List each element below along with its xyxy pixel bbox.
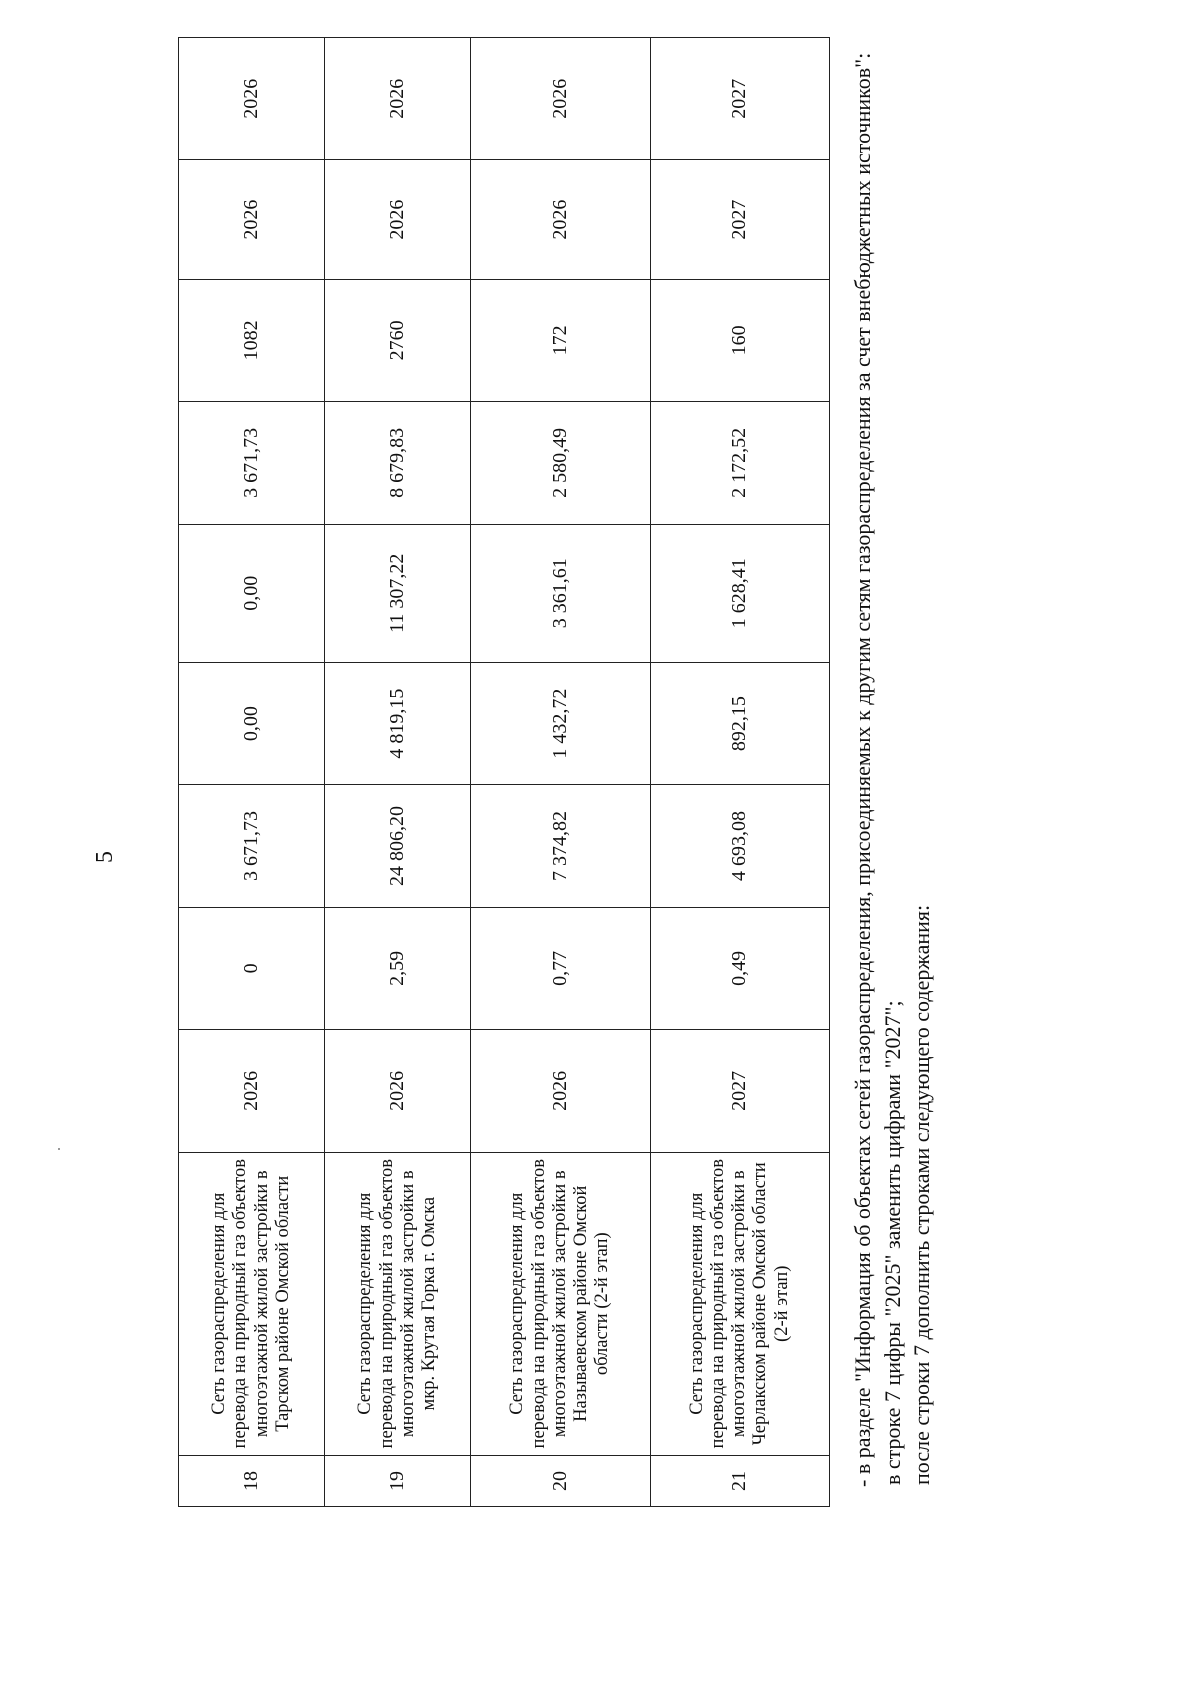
- year-cell: 2026: [471, 38, 650, 161]
- year-cell: 2026: [179, 160, 325, 279]
- year-cell: 2026: [179, 1030, 325, 1152]
- row-number: 21: [650, 1455, 829, 1506]
- row-number: 20: [471, 1455, 650, 1506]
- year-cell: 2027: [650, 38, 829, 161]
- object-name: Сеть газораспределения для перевода на природный газ объектов многоэтажной жилой застройки в Черлакском районе Омской области (2-й этап): [650, 1152, 829, 1455]
- value-cell: 0,49: [650, 907, 829, 1029]
- value-cell: 2 172,52: [650, 402, 829, 524]
- note-replace-digits: в строке 7 цифры "2025" заменить цифрами "2027";: [879, 1000, 905, 1485]
- value-cell: 7 374,82: [471, 785, 650, 907]
- value-cell: 0: [179, 907, 325, 1029]
- value-cell: 11 307,22: [325, 524, 471, 662]
- row-number: 18: [179, 1455, 325, 1506]
- year-cell: 2026: [325, 1030, 471, 1152]
- year-cell: 2027: [650, 160, 829, 279]
- object-name: Сеть газораспределения для перевода на природный газ объектов многоэтажной жилой застройки в Называевском районе Омской области (2-й этап): [471, 1152, 650, 1455]
- year-cell: 2026: [325, 38, 471, 161]
- note-add-rows: после строки 7 дополнить строками следующего содержания:: [909, 904, 935, 1485]
- value-cell: 160: [650, 279, 829, 401]
- year-cell: 2027: [650, 1030, 829, 1152]
- year-cell: 2026: [471, 1030, 650, 1152]
- value-cell: 0,00: [179, 662, 325, 784]
- row-number: 19: [325, 1455, 471, 1506]
- object-name: Сеть газораспределения для перевода на природный газ объектов многоэтажной жилой застройки в Тарском районе Омской области: [179, 1152, 325, 1455]
- value-cell: 1 628,41: [650, 524, 829, 662]
- amendment-notes: [848, 47, 937, 1527]
- year-cell: 2026: [325, 160, 471, 279]
- value-cell: 8 679,83: [325, 402, 471, 524]
- value-cell: 2 580,49: [471, 402, 650, 524]
- table-row: [179, 38, 325, 1507]
- value-cell: 172: [471, 279, 650, 401]
- scan-speck: [58, 1148, 60, 1150]
- value-cell: 4 693,08: [650, 785, 829, 907]
- value-cell: 3 671,73: [179, 402, 325, 524]
- table-row: [471, 38, 650, 1507]
- object-name: Сеть газораспределения для перевода на природный газ объектов многоэтажной жилой застройки в мкр. Крутая Горка г. Омска: [325, 1152, 471, 1455]
- value-cell: 0,77: [471, 907, 650, 1029]
- value-cell: 2760: [325, 279, 471, 401]
- value-cell: 1 432,72: [471, 662, 650, 784]
- value-cell: 3 361,61: [471, 524, 650, 662]
- table-row: [650, 38, 829, 1507]
- value-cell: 1082: [179, 279, 325, 401]
- value-cell: 892,15: [650, 662, 829, 784]
- table-row: [325, 38, 471, 1507]
- value-cell: 4 819,15: [325, 662, 471, 784]
- value-cell: 0,00: [179, 524, 325, 662]
- value-cell: 24 806,20: [325, 785, 471, 907]
- objects-table: [178, 37, 830, 1507]
- year-cell: 2026: [471, 160, 650, 279]
- note-section-intro: - в разделе "Информация об объектах сетей газораспределения, присоединяемых к другим сетям газораспределения за счет внебюджетных источников":: [850, 52, 875, 1487]
- page-number: 5: [92, 851, 118, 863]
- year-cell: 2026: [179, 38, 325, 161]
- value-cell: 2,59: [325, 907, 471, 1029]
- value-cell: 3 671,73: [179, 785, 325, 907]
